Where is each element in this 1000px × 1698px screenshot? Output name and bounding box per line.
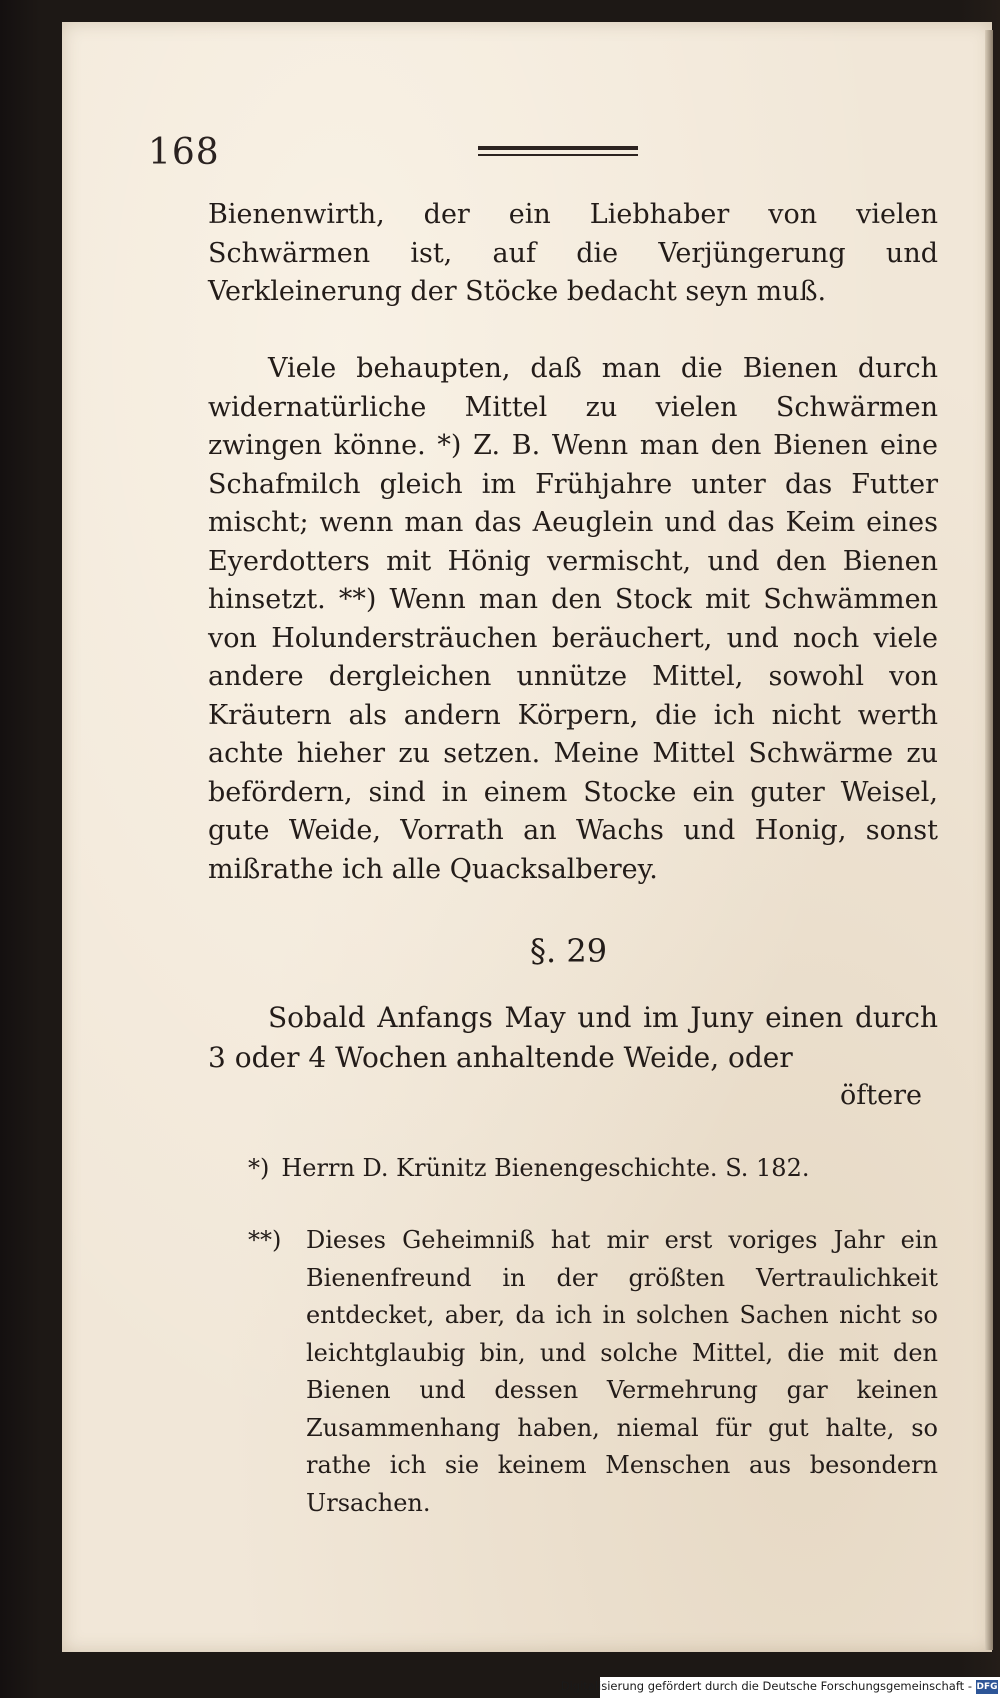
header-rule [478,146,638,160]
paragraph-section-29: Sobald Anfangs May und im Juny einen durch 3 oder 4 Wochen anhaltende Weide, oder [208,1001,938,1074]
digitization-credit-bar [560,1677,1000,1698]
paragraph-remedies: Viele behaupten, daß man die Bienen durch widernatürliche Mittel zu vielen Schwärmen zwingen könne. *) Z. B. Wenn man den Bienen eine Schafmilch gleich im Frühjahre unter das Futter mischt; wenn man das Aeuglein und das Keim eines Eyerdotters mit Hönig vermischt, und den Bienen hinsetzt. **) Wenn man den Stock mit Schwämmen von Holundersträuchen beräuchert, und noch viele andere dergleichen unnütze Mittel, sowohl von Kräutern als andern Körpern, die ich nicht werth achte hieher zu setzen. Meine Mittel Schwärme zu befördern, sind in einem Stocke ein guter Weisel, gute Weide, Vorrath an Wachs und Honig, sonst mißrathe ich alle Quacksalberey. [208,353,938,885]
section-heading: §. 29 [530,932,608,970]
footnote-2-marker: **) [248,1226,282,1254]
digitization-credit: Digitalisierung gefördert durch die Deutsche Forschungsgemeinschaft - [560,1679,972,1693]
footnote-1 [248,1150,938,1188]
footnote-1-text: Herrn D. Krünitz Bienengeschichte. S. 182. [281,1154,810,1182]
footnote-2 [248,1222,938,1522]
dfg-logo-icon: DFG [976,1682,998,1692]
footnote-2-text: Dieses Geheimniß hat mir erst voriges Jahr ein Bienenfreund in der größten Vertraulichkeit entdecket, aber, da ich in solchen Sachen nicht so leichtglaubig bin, und solche Mittel, die mit den Bienen und dessen Vermehrung gar keinen Zusammenhang haben, niemal für gut halte, so rathe ich sie keinem Menschen aus besondern Ursachen. [306,1226,938,1517]
page-number: 168 [148,132,220,173]
page-edge [985,30,993,1650]
header-rule-thick [478,146,638,150]
header-rule-thin [478,154,638,156]
paragraph-continuation: Bienenwirth, der ein Liebhaber von vielen Schwärmen ist, auf die Verjüngerung und Verkleinerung der Stöcke bedacht seyn muß. [208,199,938,307]
footnote-1-marker: *) [248,1154,270,1182]
catchword: öftere [840,1080,922,1111]
